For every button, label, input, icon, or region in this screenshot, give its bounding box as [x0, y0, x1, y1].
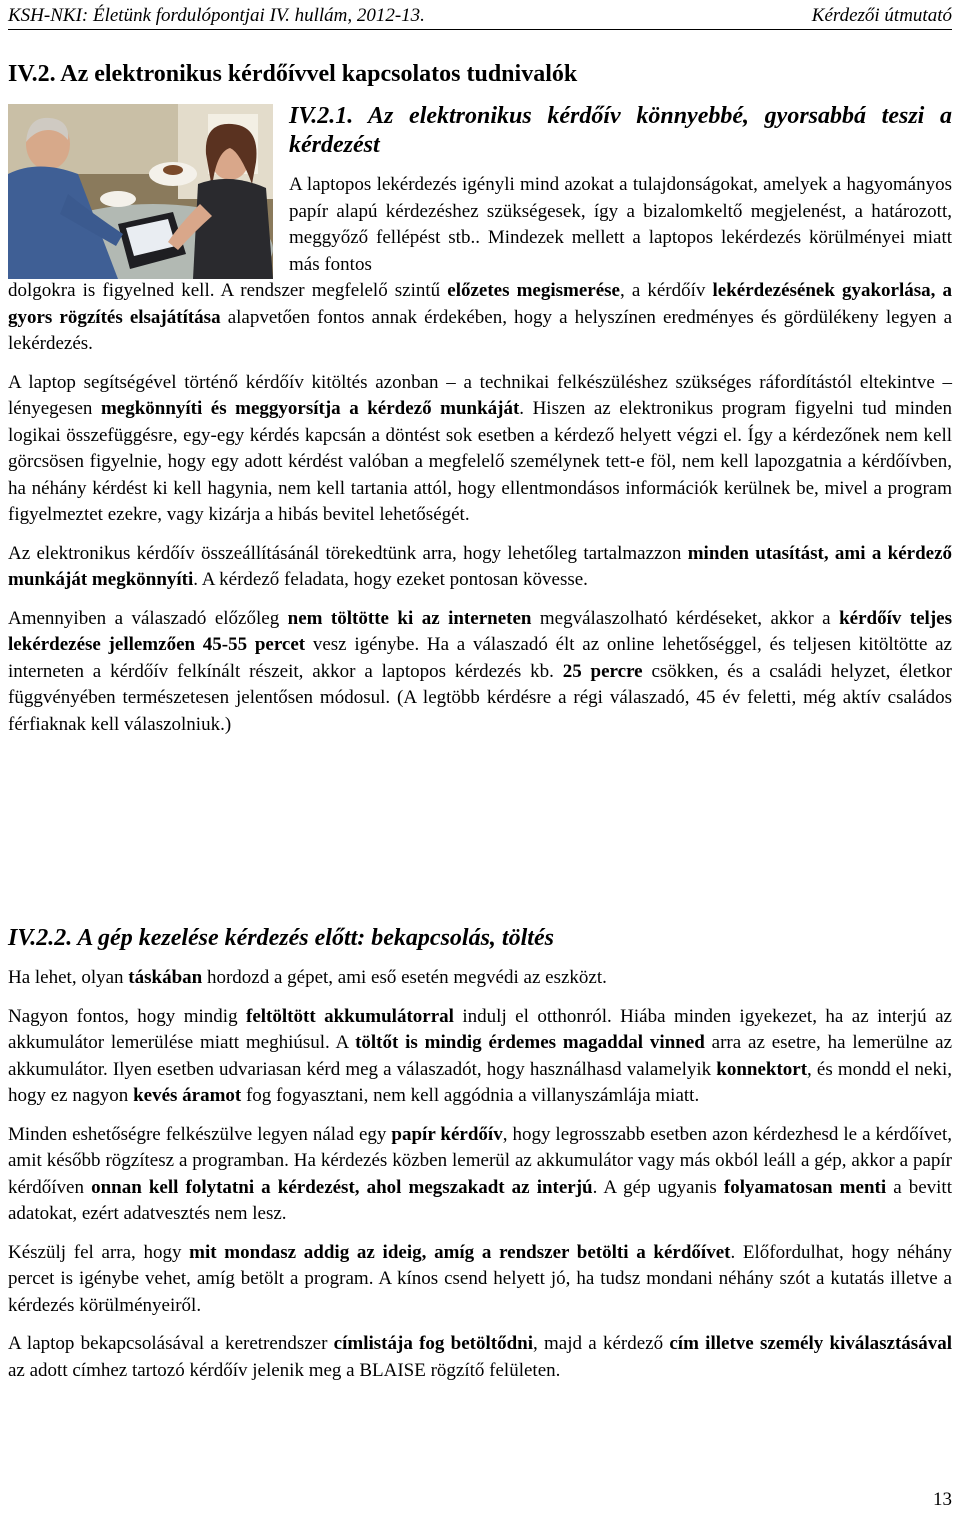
interview-photo-illustration [8, 104, 273, 279]
subsection-1-body [8, 278, 952, 750]
text-run: Minden eshetőségre felkészülve legyen nálad egy [8, 1123, 392, 1145]
text-run: megválaszolható kérdéseket, akkor a [531, 607, 840, 629]
subsection-2-body [8, 965, 952, 1396]
text-run: Amennyiben a válaszadó előzőleg [8, 607, 288, 629]
text-run: csökken, és a családi helyzet, életkor függvényében természetesen jelentősen módosul. (A legtöbb kérdésre a régi válaszadó, 45 év feletti, még aktív családos férfiaknak kell válaszolniuk.) [8, 660, 953, 735]
text-run: , hogy legrosszabb esetben azon kérdezhesd le a kérdőívet, amit később rögzítesz a programban. Ha kérdezés közben lemerül az akkumulátor vagy más okból leáll a gép, akkor a papír kérdőíven [8, 1123, 953, 1198]
bold-run: lekérdezésének gyakorlása, a gyors rögzítés elsajátítása [8, 280, 952, 328]
paragraph-8 [8, 1240, 952, 1320]
bold-run: onnan kell folytatni a kérdezést, ahol megszakadt az interjú [91, 1176, 593, 1198]
text-run: indulj el otthonról. Hiába minden igyekezet, ha az interjú az akkumulátor lemerülése miatt meghiúsul. A [8, 1005, 952, 1053]
page-number: 13 [933, 1489, 952, 1510]
text-run: . Hiszen az elektronikus program figyelni tud minden logikai összefüggésre, egy-egy kérdés kapcsán a döntést sok esetben a kérdező helyett végzi el. Így a kérdezőnek nem kell görcsösen figyelnie, hogy egy adott kérdést valóban a megfelelő személynek tett-e föl, nem kell lapozgatnia a kérdőívben, ha néhány kérdést ki kell hagynia, nem kell tartania attól, hogy ellentmondásos információk kerülnek be, mivel a program figyelmeztet ezekre, vagy kizárja a hibás bevitel lehetőségét. [8, 398, 952, 525]
text-run: A laptop bekapcsolásával a keretrendszer [8, 1333, 334, 1354]
text-run: . Előfordulhat, hogy néhány percet is igénybe vehet, amíg betölt a program. A kínos csend helyett jó, ha tudsz mondani néhány szót a kutatás illetve a kérdezés körülményeiről. [8, 1241, 952, 1316]
text-run: az adott címhez tartozó kérdőív jelenik meg a BLAISE rögzítő felületen. [8, 1359, 561, 1381]
paragraph-9 [8, 1331, 952, 1384]
text-run: Nagyon fontos, hogy mindig [8, 1005, 247, 1027]
text-run: Ha lehet, olyan [8, 967, 129, 988]
paragraph-3 [8, 541, 952, 594]
bold-run: nem töltötte ki az interneten [287, 607, 532, 629]
paragraph-2 [8, 370, 952, 529]
subsection-title-1: IV.2.1. Az elektronikus kérdőív könnyebbé, gyorsabbá teszi a kérdezést [289, 103, 952, 158]
bold-run: minden utasítást, ami a kérdező munkáját megkönnyíti [8, 542, 952, 590]
bold-run: kevés áramot [133, 1085, 242, 1106]
section-title: IV.2. Az elektronikus kérdőívvel kapcsolatos tudnivalók [8, 61, 578, 87]
bold-run: cím illetve személy kiválasztásával [669, 1333, 952, 1354]
page-header [8, 2, 952, 30]
paragraph-1 [8, 278, 952, 358]
bold-run: töltőt is mindig érdemes magaddal vinned [355, 1032, 705, 1053]
text-run: , majd a kérdező [533, 1333, 670, 1354]
bold-run: megkönnyíti és meggyorsítja a kérdező munkáját [100, 398, 520, 419]
text-run: . A gép ugyanis [592, 1176, 724, 1198]
bold-run: előzetes megismerése [447, 280, 620, 301]
bold-run: 25 percre [562, 660, 643, 682]
bold-run: címlistája fog betöltődni [333, 1333, 534, 1354]
text-run: alapvetően fontos annak érdekében, hogy a helyszínen eredményes és gördülékeny legyen a lekérdezés. [8, 306, 953, 354]
intro-paragraph: A laptopos lekérdezés igényli mind azokat a tulajdonságokat, amelyek a hagyományos papír alapú kérdezéshez szükségesek, így a bizalomkeltő megjelenést, a határozott, meggyőző fellépést stb.. Mindezek mellett a laptopos lekérdezés körülményei miatt más fontos [289, 174, 952, 275]
paragraph-6 [8, 1004, 952, 1110]
bold-run: táskában [128, 967, 203, 988]
interview-photo [8, 104, 273, 279]
text-run: . A kérdező feladata, hogy ezeket pontosan kövesse. [193, 569, 588, 590]
text-run: arra az esetre, ha lemerülne az akkumulátor. Ilyen esetben udvariasan kérd meg a válaszadót, hogy használhasd valamelyik [8, 1032, 953, 1080]
paragraph-5 [8, 965, 952, 992]
text-run: hordozd a gépet, ami eső esetén megvédi az eszközt. [202, 967, 607, 988]
header-left: KSH-NKI: Életünk fordulópontjai IV. hullám, 2012-13. [8, 5, 425, 26]
bold-run: papír kérdőív [391, 1123, 503, 1145]
bold-run: konnektort [716, 1058, 808, 1080]
text-run: Készülj fel arra, hogy [8, 1241, 190, 1263]
text-run: , a kérdőív [619, 280, 713, 301]
bold-run: folyamatosan menti [723, 1176, 887, 1198]
text-run: Az elektronikus kérdőív összeállításánál törekedtünk arra, hogy lehetőleg tartalmazzon [8, 542, 688, 564]
paragraph-4 [8, 606, 952, 739]
text-run: fog fogyasztani, nem kell aggódnia a villanyszámlája miatt. [241, 1085, 700, 1106]
paragraph-7 [8, 1122, 952, 1228]
bold-run: feltöltött akkumulátorral [246, 1005, 454, 1027]
text-run: dolgokra is figyelned kell. A rendszer megfelelő szintű [8, 280, 448, 301]
text-run: a bevitt adatokat, ezért adatvesztés nem lesz. [8, 1176, 952, 1224]
subsection-title-2: IV.2.2. A gép kezelése kérdezés előtt: bekapcsolás, töltés [8, 925, 554, 951]
bold-run: mit mondasz addig az ideig, amíg a rendszer betölti a kérdőívet [189, 1241, 731, 1263]
text-run: , és mondd el neki, hogy ez nagyon [8, 1058, 952, 1106]
header-right: Kérdezői útmutató [811, 5, 952, 26]
text-run: vesz igénybe. Ha a válaszadó élt az online lehetőséggel, és teljesen kitöltötte az interneten a kérdőív felkínált részeit, akkor a laptopos kérdezés kb. [8, 634, 952, 682]
text-run: A laptop segítségével történő kérdőív kitöltés azonban – a technikai felkészüléshez szükséges ráfordítástól eltekintve – lényegesen [8, 371, 952, 419]
bold-run: kérdőív teljes lekérdezése jellemzően 45-55 percet [8, 607, 952, 655]
